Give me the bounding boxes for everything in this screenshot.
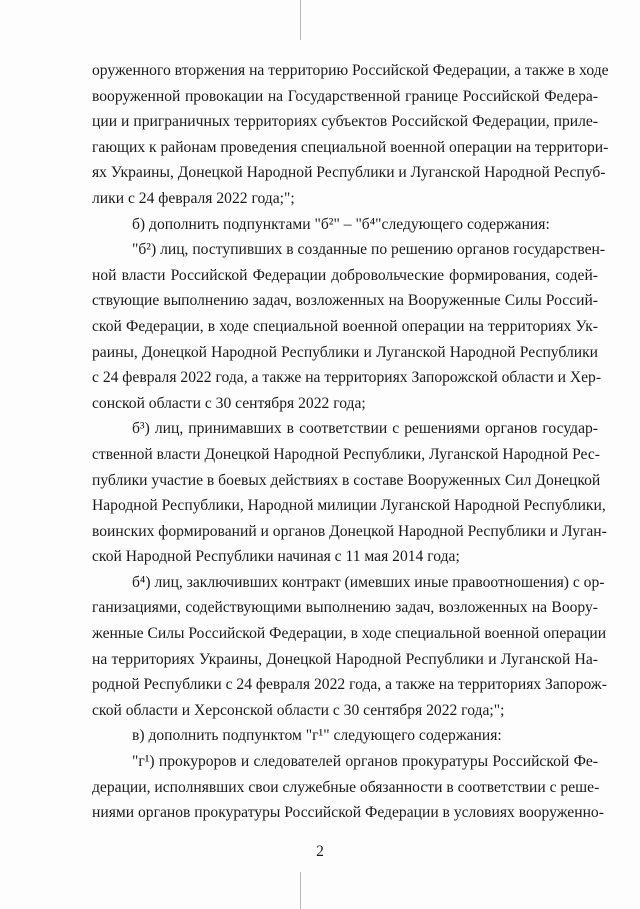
text-line: б⁴) лиц, заключивших контракт (имевших иные правоотношения) с ор-	[132, 573, 605, 591]
text-line: воинских формирований и органов Донецкой Народной Республики и Луган-	[92, 522, 607, 540]
text-line: вооруженной провокации на Государственной границе Российской Федера-	[92, 87, 598, 105]
text-line: женные Силы Российской Федерации, в ходе специальной военной операции	[92, 625, 607, 643]
text-line: сонской области с 30 сентября 2022 года;	[92, 394, 366, 412]
document-body	[92, 58, 609, 826]
text-line: в) дополнить подпунктом "г¹" следующего содержания:	[132, 727, 502, 745]
text-line: родной Республики с 24 февраля 2022 года, а также на территориях Запорож-	[92, 676, 607, 694]
text-line: "г¹) прокуроров и следователей органов прокуратуры Российской Фе-	[132, 753, 598, 771]
text-line: ции и приграничных территориях субъектов Российской Федерации, приле-	[92, 113, 598, 131]
text-line: гающих к районам проведения специальной военной операции на территори-	[92, 138, 609, 156]
text-line: ниями органов прокуратуры Российской Федерации в условиях вооруженно-	[92, 804, 604, 822]
text-line: б³) лиц, принимавших в соответствии с решениями органов государ-	[132, 420, 598, 438]
text-line: на территориях Украины, Донецкой Народной Республики и Луганской На-	[92, 650, 598, 668]
text-line: лики с 24 февраля 2022 года;";	[92, 189, 295, 207]
page-number: 2	[316, 843, 324, 860]
text-line: с 24 февраля 2022 года, а также на территориях Запорожской области и Хер-	[92, 369, 602, 387]
text-line: ствующие выполнению задач, возложенных на Вооруженные Силы Россий-	[92, 292, 598, 310]
text-line: дерации, исполнявших свои служебные обязанности в соответствии с реше-	[92, 778, 600, 796]
scan-fold-line	[300, 0, 301, 40]
text-line: "б²) лиц, поступивших в созданные по решению органов государствен-	[132, 241, 606, 259]
text-line: б) дополнить подпунктами "б²" – "б⁴"следующего содержания:	[132, 215, 550, 233]
scan-fold-line-bottom	[300, 872, 301, 909]
text-line: ганизациями, содействующими выполнению задач, возложенных на Воору-	[92, 599, 598, 617]
text-line: ях Украины, Донецкой Народной Республики и Луганской Народной Респуб-	[92, 164, 606, 182]
text-line: ственной власти Донецкой Народной Республики, Луганской Народной Рес-	[92, 445, 600, 463]
text-line: ной власти Российской Федерации добровольческие формирования, содей-	[92, 266, 598, 284]
text-line: ской Федерации, в ходе специальной военной операции на территориях Ук-	[92, 317, 598, 335]
text-line: оруженного вторжения на территорию Российской Федерации, а также в ходе	[92, 62, 609, 79]
text-line: публики участие в боевых действиях в составе Вооруженных Сил Донецкой	[92, 471, 601, 489]
text-line: ской области и Херсонской области с 30 сентября 2022 года;";	[92, 701, 505, 719]
text-line: Народной Республики, Народной милиции Луганской Народной Республики,	[92, 497, 606, 515]
text-line: ской Народной Республики начиная с 11 мая 2014 года;	[92, 548, 460, 566]
text-line: раины, Донецкой Народной Республики и Луганской Народной Республики	[92, 343, 598, 361]
